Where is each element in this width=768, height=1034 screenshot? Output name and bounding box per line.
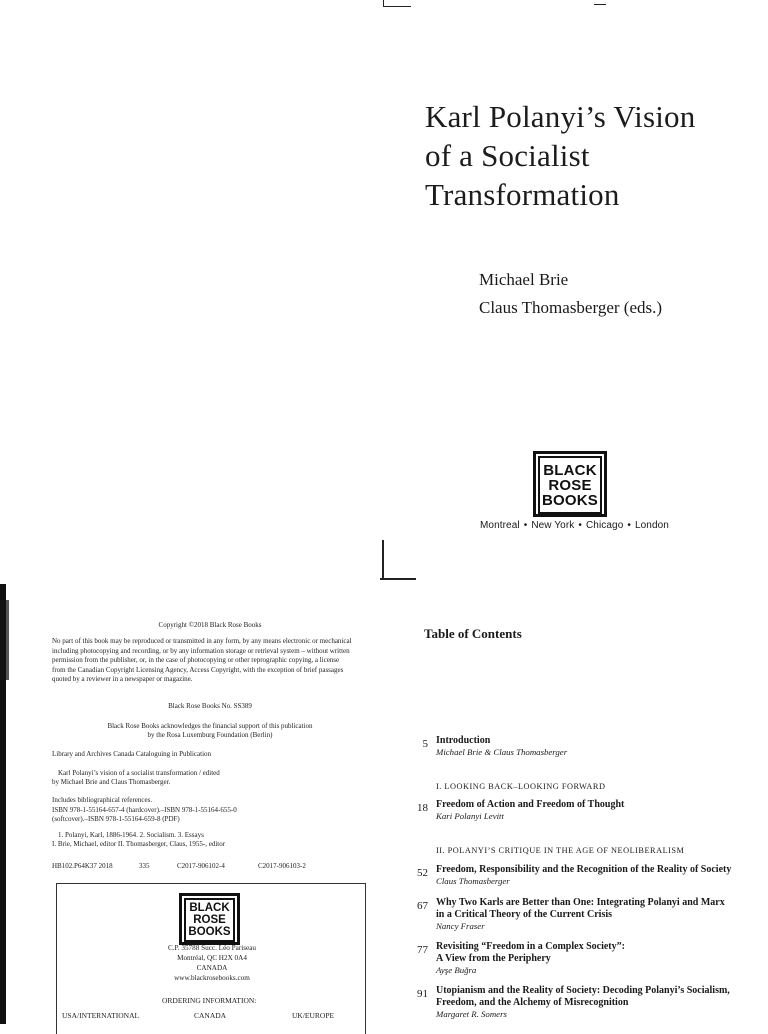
acknowledgement-line-1: Black Rose Books acknowledges the financial support of this publication: [107, 722, 313, 730]
cip-title-cont: [52, 778, 170, 788]
toc-entry-title: Freedom, Responsibility and the Recognition of the Reality of Society: [436, 864, 732, 875]
toc-entry-title-cont: A View from the Periphery: [436, 953, 551, 964]
region-uk: UK/EUROPE: [292, 1011, 335, 1020]
acknowledgement-line-2: by the Rosa Luxemburg Foundation (Berlin): [147, 731, 273, 739]
logo-word-2: ROSE: [548, 476, 592, 494]
subject-line-2-block: [52, 840, 225, 850]
classification-cip-1: C2017-906102-4: [177, 862, 225, 870]
toc-entry-author: Claus Thomasberger: [436, 876, 510, 886]
logo-word-3: BOOKS: [188, 926, 231, 938]
page-edge-shadow: [6, 600, 9, 680]
book-number: Black Rose Books No. SS389: [168, 702, 252, 710]
scan-mark: [594, 4, 606, 5]
address-line: Montréal, QC H2X 0A4: [177, 954, 247, 962]
copyright-line: Copyright ©2018 Black Rose Books: [158, 621, 262, 629]
toc-section-heading: II. POLANYI’S CRITIQUE IN THE AGE OF NEOLIBERALISM: [436, 846, 685, 855]
city-separator: •: [523, 520, 528, 531]
logo-word-3: BOOKS: [541, 491, 598, 509]
toc-entry-title: Utopianism and the Reality of Society: Decoding Polanyi’s Socialism,: [436, 985, 730, 996]
book-title-line-2: of a Socialist: [425, 138, 590, 173]
toc-entry-title: Why Two Karls are Better than One: Integrating Polanyi and Marx: [436, 897, 725, 908]
city-2: New York: [531, 520, 575, 531]
toc-entry-page: 77: [417, 944, 428, 956]
toc-entry-author: Kari Polanyi Levitt: [436, 811, 504, 821]
classification-dewey: 335: [139, 862, 150, 870]
city-3: Chicago: [585, 520, 624, 531]
toc-entry-page: 91: [417, 988, 428, 1000]
logo-word-2: ROSE: [193, 914, 226, 926]
book-title-line-1: Karl Polanyi’s Vision: [425, 99, 696, 134]
logo-word-1: BLACK: [543, 461, 597, 479]
toc-entry-author: Margaret R. Somers: [436, 1009, 507, 1019]
isbn-line: ISBN 978-1-55164-657-4 (hardcover).–ISBN 978-1-55164-655-0: [52, 805, 237, 814]
rights-line: including photocopying and recording, or by any information storage or retrieval system – without written: [52, 646, 350, 655]
toc-entry-author: Michael Brie & Claus Thomasberger: [436, 747, 568, 757]
toc-entry-author: Ayşe Buğra: [436, 965, 477, 975]
scan-mark: [383, 6, 411, 7]
toc-entry-page: 52: [417, 867, 428, 879]
toc-section-heading: I. LOOKING BACK–LOOKING FORWARD: [436, 782, 606, 791]
toc-entry-page: 67: [417, 900, 428, 912]
rights-line: permission from the publisher, or, in the case of photocopying or other reprographic copying, a license: [52, 656, 340, 664]
toc-entry-author: Nancy Fraser: [436, 921, 485, 931]
isbn-line: (softcover).–ISBN 978-1-55164-659-8 (PDF): [52, 815, 180, 823]
toc-entry-title-cont: Freedom, and the Alchemy of Misrecognition: [436, 997, 629, 1008]
address-line: CANADA: [196, 964, 228, 972]
cip-line: by Michael Brie and Claus Thomasberger.: [52, 778, 171, 786]
toc-entry-title: Introduction: [436, 735, 491, 746]
isbn-block: [52, 796, 237, 825]
city-separator: •: [627, 520, 631, 531]
author-1: Michael Brie: [479, 270, 569, 289]
rights-statement: [52, 637, 352, 685]
publisher-logo: [533, 451, 607, 517]
book-title-line-3: Transformation: [425, 177, 620, 212]
toc-entry-title: Revisiting “Freedom in a Complex Society”:: [436, 941, 625, 952]
cip-line: Karl Polanyi’s vision of a socialist transformation / edited: [58, 769, 220, 777]
toc-entry-title-cont: in a Critical Theory of the Current Crisis: [436, 909, 613, 920]
city-1: Montreal: [480, 520, 520, 531]
publisher-cities: [480, 520, 669, 531]
rights-line: No part of this book may be reproduced or transmitted in any form, by any means electronic or mechanical: [52, 637, 352, 645]
address-line: www.blackrosebooks.com: [174, 974, 250, 982]
cataloguing-heading: Library and Archives Canada Cataloguing in Publication: [52, 750, 212, 758]
logo-word-1: BLACK: [189, 902, 230, 914]
isbn-line: Includes bibliographical references.: [52, 796, 153, 804]
subject-line: I. Brie, Michael, editor II. Thomasberger, Claus, 1955-, editor: [52, 840, 226, 848]
page-fold-mark: [380, 578, 416, 580]
classification-lc: HB102.P64K37 2018: [52, 862, 113, 870]
city-separator: •: [578, 520, 582, 531]
subject-line: 1. Polanyi, Karl, 1886-1964. 2. Socialism. 3. Essays: [58, 831, 204, 839]
rights-line: from the Canadian Copyright Licensing Agency, Access Copyright, with the exception of brief passages: [52, 665, 344, 674]
publisher-logo-small: [179, 893, 240, 945]
page-fold-mark: [382, 540, 384, 580]
ordering-heading: ORDERING INFORMATION:: [162, 996, 257, 1005]
address-line: C.P. 35788 Succ. Léo Pariseau: [167, 944, 257, 952]
toc-entry-page: 18: [417, 802, 428, 814]
toc-entry-title: Freedom of Action and Freedom of Thought: [436, 799, 625, 810]
region-canada: CANADA: [194, 1011, 227, 1020]
toc-entry-page: 5: [422, 738, 428, 750]
toc-heading: Table of Contents: [424, 626, 522, 641]
classification-cip-2: C2017-906103-2: [258, 862, 306, 870]
rights-line: quoted by a reviewer in a newspaper or magazine.: [52, 675, 193, 683]
city-4: London: [634, 520, 669, 531]
region-usa: USA/INTERNATIONAL: [62, 1011, 140, 1020]
author-2: Claus Thomasberger (eds.): [479, 298, 663, 317]
